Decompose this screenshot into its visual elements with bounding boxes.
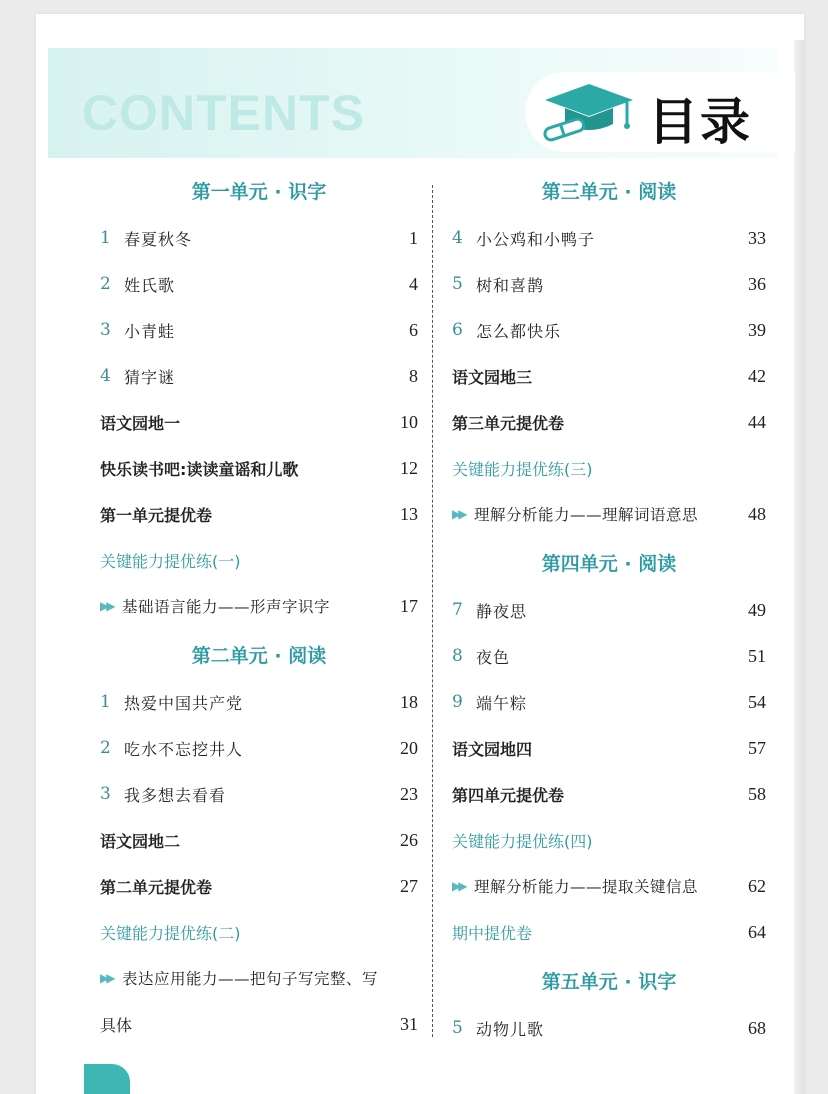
- lesson-title: 春夏秋冬: [124, 229, 193, 249]
- entry-title: 语文园地一: [100, 413, 181, 433]
- toc-entry[interactable]: [100, 215, 418, 261]
- entry-title: 语文园地二: [100, 831, 181, 851]
- page-number: 36: [748, 273, 766, 294]
- toc-entry[interactable]: [452, 307, 766, 353]
- page-number: 23: [400, 783, 418, 804]
- lesson-title: 夜色: [476, 647, 511, 667]
- page-number: 62: [748, 875, 766, 896]
- lesson-title: 树和喜鹊: [476, 275, 545, 295]
- lesson-title: 热爱中国共产党: [124, 693, 244, 713]
- entry-title: 关键能力提优练(二): [100, 923, 241, 943]
- page-number: 44: [748, 411, 766, 432]
- toc-right-column: [452, 165, 766, 1051]
- toc-left-column: [100, 165, 418, 1047]
- toc-entry-garden[interactable]: [100, 399, 418, 445]
- entry-title: 第一单元提优卷: [100, 505, 213, 525]
- entry-title: 基础语言能力——形声字识字: [122, 598, 331, 616]
- unit-heading: 第五单元 · 识字: [541, 970, 677, 993]
- entry-title: 理解分析能力——理解词语意思: [474, 506, 699, 524]
- entry-title: 关键能力提优练(三): [452, 459, 593, 479]
- lesson-number: 4: [100, 366, 111, 386]
- entry-title: 快乐读书吧:读读童谣和儿歌: [100, 459, 299, 479]
- key-ability-heading[interactable]: [452, 445, 766, 491]
- toc-entry[interactable]: [452, 261, 766, 307]
- entry-title: 语文园地三: [452, 367, 533, 387]
- toc-entry-garden[interactable]: [100, 817, 418, 863]
- page-number: 10: [400, 411, 418, 432]
- toc-entry[interactable]: [100, 353, 418, 399]
- page-number: 8: [409, 365, 418, 386]
- entry-title: 表达应用能力——把句子写完整、写: [122, 970, 379, 988]
- lesson-number: 1: [100, 692, 111, 712]
- lesson-title: 猜字谜: [124, 367, 176, 387]
- lesson-title: 我多想去看看: [124, 785, 227, 805]
- toc-entry[interactable]: [452, 215, 766, 261]
- lesson-number: 8: [452, 646, 463, 666]
- lesson-number: 4: [452, 228, 463, 248]
- toc-entry-skill-continued[interactable]: [100, 1001, 418, 1047]
- toc-entry[interactable]: [100, 771, 418, 817]
- toc-entry-skill[interactable]: [100, 955, 418, 1001]
- page-number: 20: [400, 737, 418, 758]
- toc-entry-midterm[interactable]: [452, 909, 766, 955]
- page-number: 42: [748, 365, 766, 386]
- toc-entry[interactable]: [452, 1005, 766, 1051]
- toc-entry-skill[interactable]: [100, 583, 418, 629]
- toc-entry[interactable]: [452, 633, 766, 679]
- page-number: 4: [409, 273, 418, 294]
- toc-entry-test[interactable]: [100, 863, 418, 909]
- lesson-title: 静夜思: [476, 601, 528, 621]
- corner-tab: [84, 1064, 130, 1094]
- toc-entry[interactable]: [100, 725, 418, 771]
- entry-title: 关键能力提优练(四): [452, 831, 593, 851]
- entry-title: 语文园地四: [452, 739, 533, 759]
- lesson-number: 5: [452, 1018, 463, 1038]
- toc-entry-skill[interactable]: [452, 491, 766, 537]
- page-number: 33: [748, 227, 766, 248]
- lesson-title: 端午粽: [476, 693, 528, 713]
- toc-entry-skill[interactable]: [452, 863, 766, 909]
- lesson-title: 吃水不忘挖井人: [124, 739, 244, 759]
- entry-title: 理解分析能力——提取关键信息: [474, 878, 699, 896]
- lesson-title: 小公鸡和小鸭子: [476, 229, 596, 249]
- lesson-number: 7: [452, 600, 463, 620]
- page-number: 54: [748, 691, 766, 712]
- page-number: 51: [748, 645, 766, 666]
- entry-title: 第四单元提优卷: [452, 785, 565, 805]
- page-number: 48: [748, 503, 766, 524]
- page-number: 68: [748, 1017, 766, 1038]
- lesson-number: 9: [452, 692, 463, 712]
- lesson-title: 姓氏歌: [124, 275, 176, 295]
- double-arrow-icon: ▶▶: [100, 599, 113, 613]
- lesson-title: 动物儿歌: [476, 1019, 545, 1039]
- lesson-number: 1: [100, 228, 111, 248]
- toc-entry[interactable]: [100, 307, 418, 353]
- page-number: 1: [409, 227, 418, 248]
- double-arrow-icon: ▶▶: [452, 879, 465, 893]
- toc-entry[interactable]: [100, 679, 418, 725]
- toc-entry-test[interactable]: [100, 491, 418, 537]
- entry-title: 第三单元提优卷: [452, 413, 565, 433]
- lesson-title: 怎么都快乐: [476, 321, 562, 341]
- page-number: 39: [748, 319, 766, 340]
- lesson-number: 2: [100, 274, 111, 294]
- key-ability-heading[interactable]: [100, 909, 418, 955]
- lesson-number: 3: [100, 320, 111, 340]
- unit-heading: 第四单元 · 阅读: [541, 552, 677, 575]
- page-number: 17: [400, 595, 418, 616]
- unit-heading: 第二单元 · 阅读: [191, 644, 327, 667]
- toc-entry[interactable]: [100, 261, 418, 307]
- page-number: 64: [748, 921, 766, 942]
- double-arrow-icon: ▶▶: [452, 507, 465, 521]
- toc-entry-garden[interactable]: [452, 353, 766, 399]
- toc-title: 目录: [648, 93, 752, 151]
- key-ability-heading[interactable]: [452, 817, 766, 863]
- unit-heading: 第一单元 · 识字: [191, 180, 327, 203]
- page-number: 13: [400, 503, 418, 524]
- page-number: 57: [748, 737, 766, 758]
- lesson-number: 2: [100, 738, 111, 758]
- toc-entry[interactable]: [452, 587, 766, 633]
- toc-entry[interactable]: [452, 679, 766, 725]
- lesson-number: 5: [452, 274, 463, 294]
- lesson-number: 3: [100, 784, 111, 804]
- page-number: 18: [400, 691, 418, 712]
- graduation-cap-icon: [543, 80, 635, 146]
- key-ability-heading[interactable]: [100, 537, 418, 583]
- entry-title-continued: 具体: [100, 1015, 133, 1035]
- page-edge: [794, 40, 804, 1094]
- page-number: 6: [409, 319, 418, 340]
- toc-entry-test[interactable]: [452, 399, 766, 445]
- page-number: 49: [748, 599, 766, 620]
- page-number: 31: [400, 1013, 418, 1034]
- column-divider: [432, 185, 433, 1037]
- double-arrow-icon: ▶▶: [100, 971, 113, 985]
- toc-entry-reading[interactable]: [100, 445, 418, 491]
- toc-entry-test[interactable]: [452, 771, 766, 817]
- unit-heading: 第三单元 · 阅读: [541, 180, 677, 203]
- toc-entry-garden[interactable]: [452, 725, 766, 771]
- page-number: 12: [400, 457, 418, 478]
- entry-title: 第二单元提优卷: [100, 877, 213, 897]
- lesson-title: 小青蛙: [124, 321, 176, 341]
- page-number: 58: [748, 783, 766, 804]
- entry-title: 关键能力提优练(一): [100, 551, 241, 571]
- contents-heading: CONTENTS: [82, 85, 365, 141]
- lesson-number: 6: [452, 320, 463, 340]
- page-number: 27: [400, 875, 418, 896]
- entry-title: 期中提优卷: [452, 923, 533, 943]
- page-number: 26: [400, 829, 418, 850]
